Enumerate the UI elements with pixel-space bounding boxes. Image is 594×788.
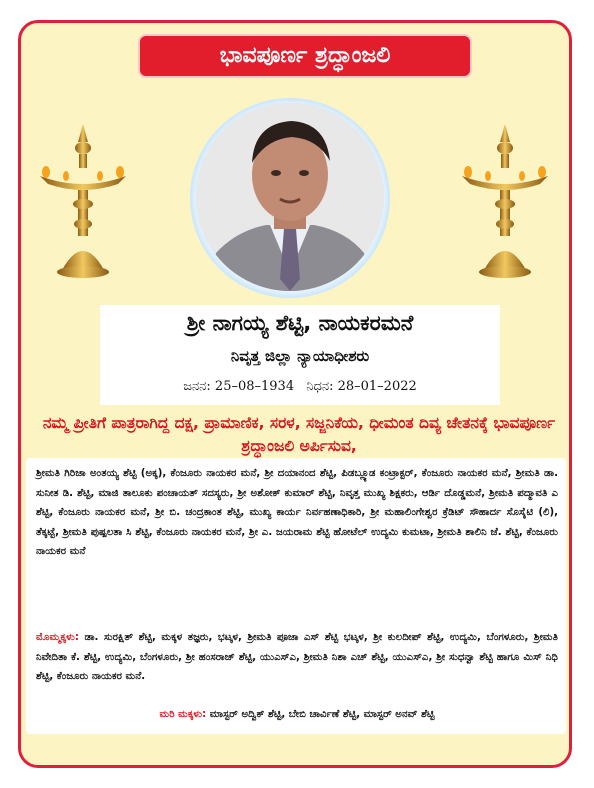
oil-lamp-icon: [28, 120, 138, 280]
grandchildren-label: ಮೊಮ್ಮಕ್ಕಳು:: [36, 632, 79, 643]
family-members: ಶ್ರೀಮತಿ ಗಿರಿಜಾ ಅಂತಯ್ಯ ಶೆಟ್ಟಿ (ಅಕ್ಕ), ಕೆಂಜೂರು ನಾಯಕರ ಮನೆ, ಶ್ರೀ ದಯಾನಂದ ಶೆಟ್ಟಿ, ಪಿಡಬ್ಲ್ಯೂಡ ಕಂಟ್ರಾಕ್ಟರ್, ಕೆಂಜೂರು ನಾಯಕರ ಮನೆ, ಶ್ರೀಮತಿ ಡಾ. ಸುನೀತ ಡಿ. ಶೆಟ್ಟಿ, ಮಾಜಿ ತಾಲೂಕು ಪಂಚಾಯತ್ ಸದಸ್ಯರು, ಶ್ರೀ ಅಶೋಕ್ ಕುಮಾರ್ ಶೆಟ್ಟಿ, ನಿವೃತ್ತ ಮುಖ್ಯ ಶಿಕ್ಷಕರು, ಆರ್ಡಿ ದೊಡ್ಡಮನೆ, ಶ್ರೀಮತಿ ಪದ್ಮಾವತಿ ಎ ಶೆಟ್ಟಿ, ಕೆಂಜೂರು ನಾಯಕರ ಮನೆ, ಶ್ರೀ ಬಿ. ಚಂದ್ರಕಾಂತ ಶೆಟ್ಟಿ, ಮುಖ್ಯ ಕಾರ್ಯ ನಿರ್ವಹಣಾಧಿಕಾರಿ, ಶ್ರೀ ಮಹಾಲಿಂಗೇಶ್ವರ ಕ್ರೆಡಿಟ್ ಸೌಹಾರ್ದ ಸೊಸೈಟಿ (ಲಿ), ತೆಕ್ಕಟ್ಟೆ, ಶ್ರೀಮತಿ ಪುಷ್ಪಲತಾ ಸಿ ಶೆಟ್ಟಿ, ಕೆಂಜೂರು ನಾಯಕರ ಮನೆ, ಶ್ರೀ ಎ. ಜಯರಾಮ ಶೆಟ್ಟಿ ಹೋಟೆಲ್ ಉದ್ಯಮಿ ಕುಮಟಾ, ಶ್ರೀಮತಿ ಶಾಲಿನಿ ಜೆ. ಶೆಟ್ಟಿ, ಕೆಂಜೂರು ನಾಯಕರ ಮನೆ: [36, 468, 559, 557]
page-title: ಭಾವಪೂರ್ಣ ಶ್ರದ್ಧಾಂಜಲಿ: [138, 34, 472, 78]
great-grandchildren-label: ಮರಿ ಮಕ್ಕಳು:: [159, 709, 207, 720]
birth-date: ಜನನ: 25–08–1934: [183, 379, 295, 394]
portrait-photo: [196, 103, 384, 291]
oil-lamp-icon: [450, 120, 560, 280]
name-block: [100, 305, 500, 405]
tribute-text: ನಮ್ಮ ಪ್ರೀತಿಗೆ ಪಾತ್ರರಾಗಿದ್ದ ದಕ್ಷ, ಪ್ರಾಮಾಣಿಕ, ಸರಳ, ಸಜ್ಜನಿಕೆಯ, ಧೀಮಂತ ದಿವ್ಯ ಚೇತನಕ್ಕೆ ಭಾವಪೂರ್ಣ ಶ್ರದ್ಧಾಂಜಲಿ ಅರ್ಪಿಸುವ,: [42, 414, 556, 455]
great-grandchildren-section: [36, 705, 558, 725]
deceased-name: ಶ್ರೀ ನಾಗಯ್ಯ ಶೆಟ್ಟಿ, ನಾಯಕರಮನೆ: [186, 311, 414, 335]
designation: ನಿವೃತ್ತ ಜಿಲ್ಲಾ ನ್ಯಾಯಾಧೀಶರು: [230, 347, 370, 365]
grandchildren-text: ಡಾ. ಸುರಕ್ಷಿತ್ ಶೆಟ್ಟಿ, ಮಕ್ಕಳ ತಜ್ಞರು, ಭಟ್ಕಳ, ಶ್ರೀಮತಿ ಪೂಜಾ ಎಸ್ ಶೆಟ್ಟಿ ಭಟ್ಕಳ, ಶ್ರೀ ಕುಲದೀಪ್ ಶೆಟ್ಟಿ, ಉದ್ಯಮಿ, ಬೆಂಗಳೂರು, ಶ್ರೀಮತಿ ನಿವೇದಿತಾ ಕೆ. ಶೆಟ್ಟಿ, ಉದ್ಯಮಿ, ಬೆಂಗಳೂರು, ಶ್ರೀ ಹಂಸರಾಜ್ ಶೆಟ್ಟಿ, ಯುಎಸ್ಎ, ಶ್ರೀಮತಿ ನಿಶಾ ಎಚ್ ಶೆಟ್ಟಿ, ಯುಎಸ್ಎ, ಶ್ರೀ ಸುಧನ್ವಾ ಶೆಟ್ಟಿ ಹಾಗೂ ಮಿಸ್ ನಿಧಿ ಶೆಟ್ಟಿ, ಕೆಂಜೂರು ನಾಯಕರ ಮನೆ.: [36, 632, 558, 682]
life-dates: [100, 379, 500, 394]
death-date: ನಿಧನ: 28–01–2022: [306, 379, 417, 394]
great-grandchildren-text: ಮಾಸ್ಟರ್ ಅದ್ವಿಕ್ ಶೆಟ್ಟಿ, ಬೇಬಿ ಚಾರ್ವಿಣೆ ಶೆಟ್ಟಿ, ಮಾಸ್ಟರ್ ಅನವ್ ಶೆಟ್ಟಿ: [209, 709, 435, 720]
grandchildren-section: [36, 628, 558, 687]
